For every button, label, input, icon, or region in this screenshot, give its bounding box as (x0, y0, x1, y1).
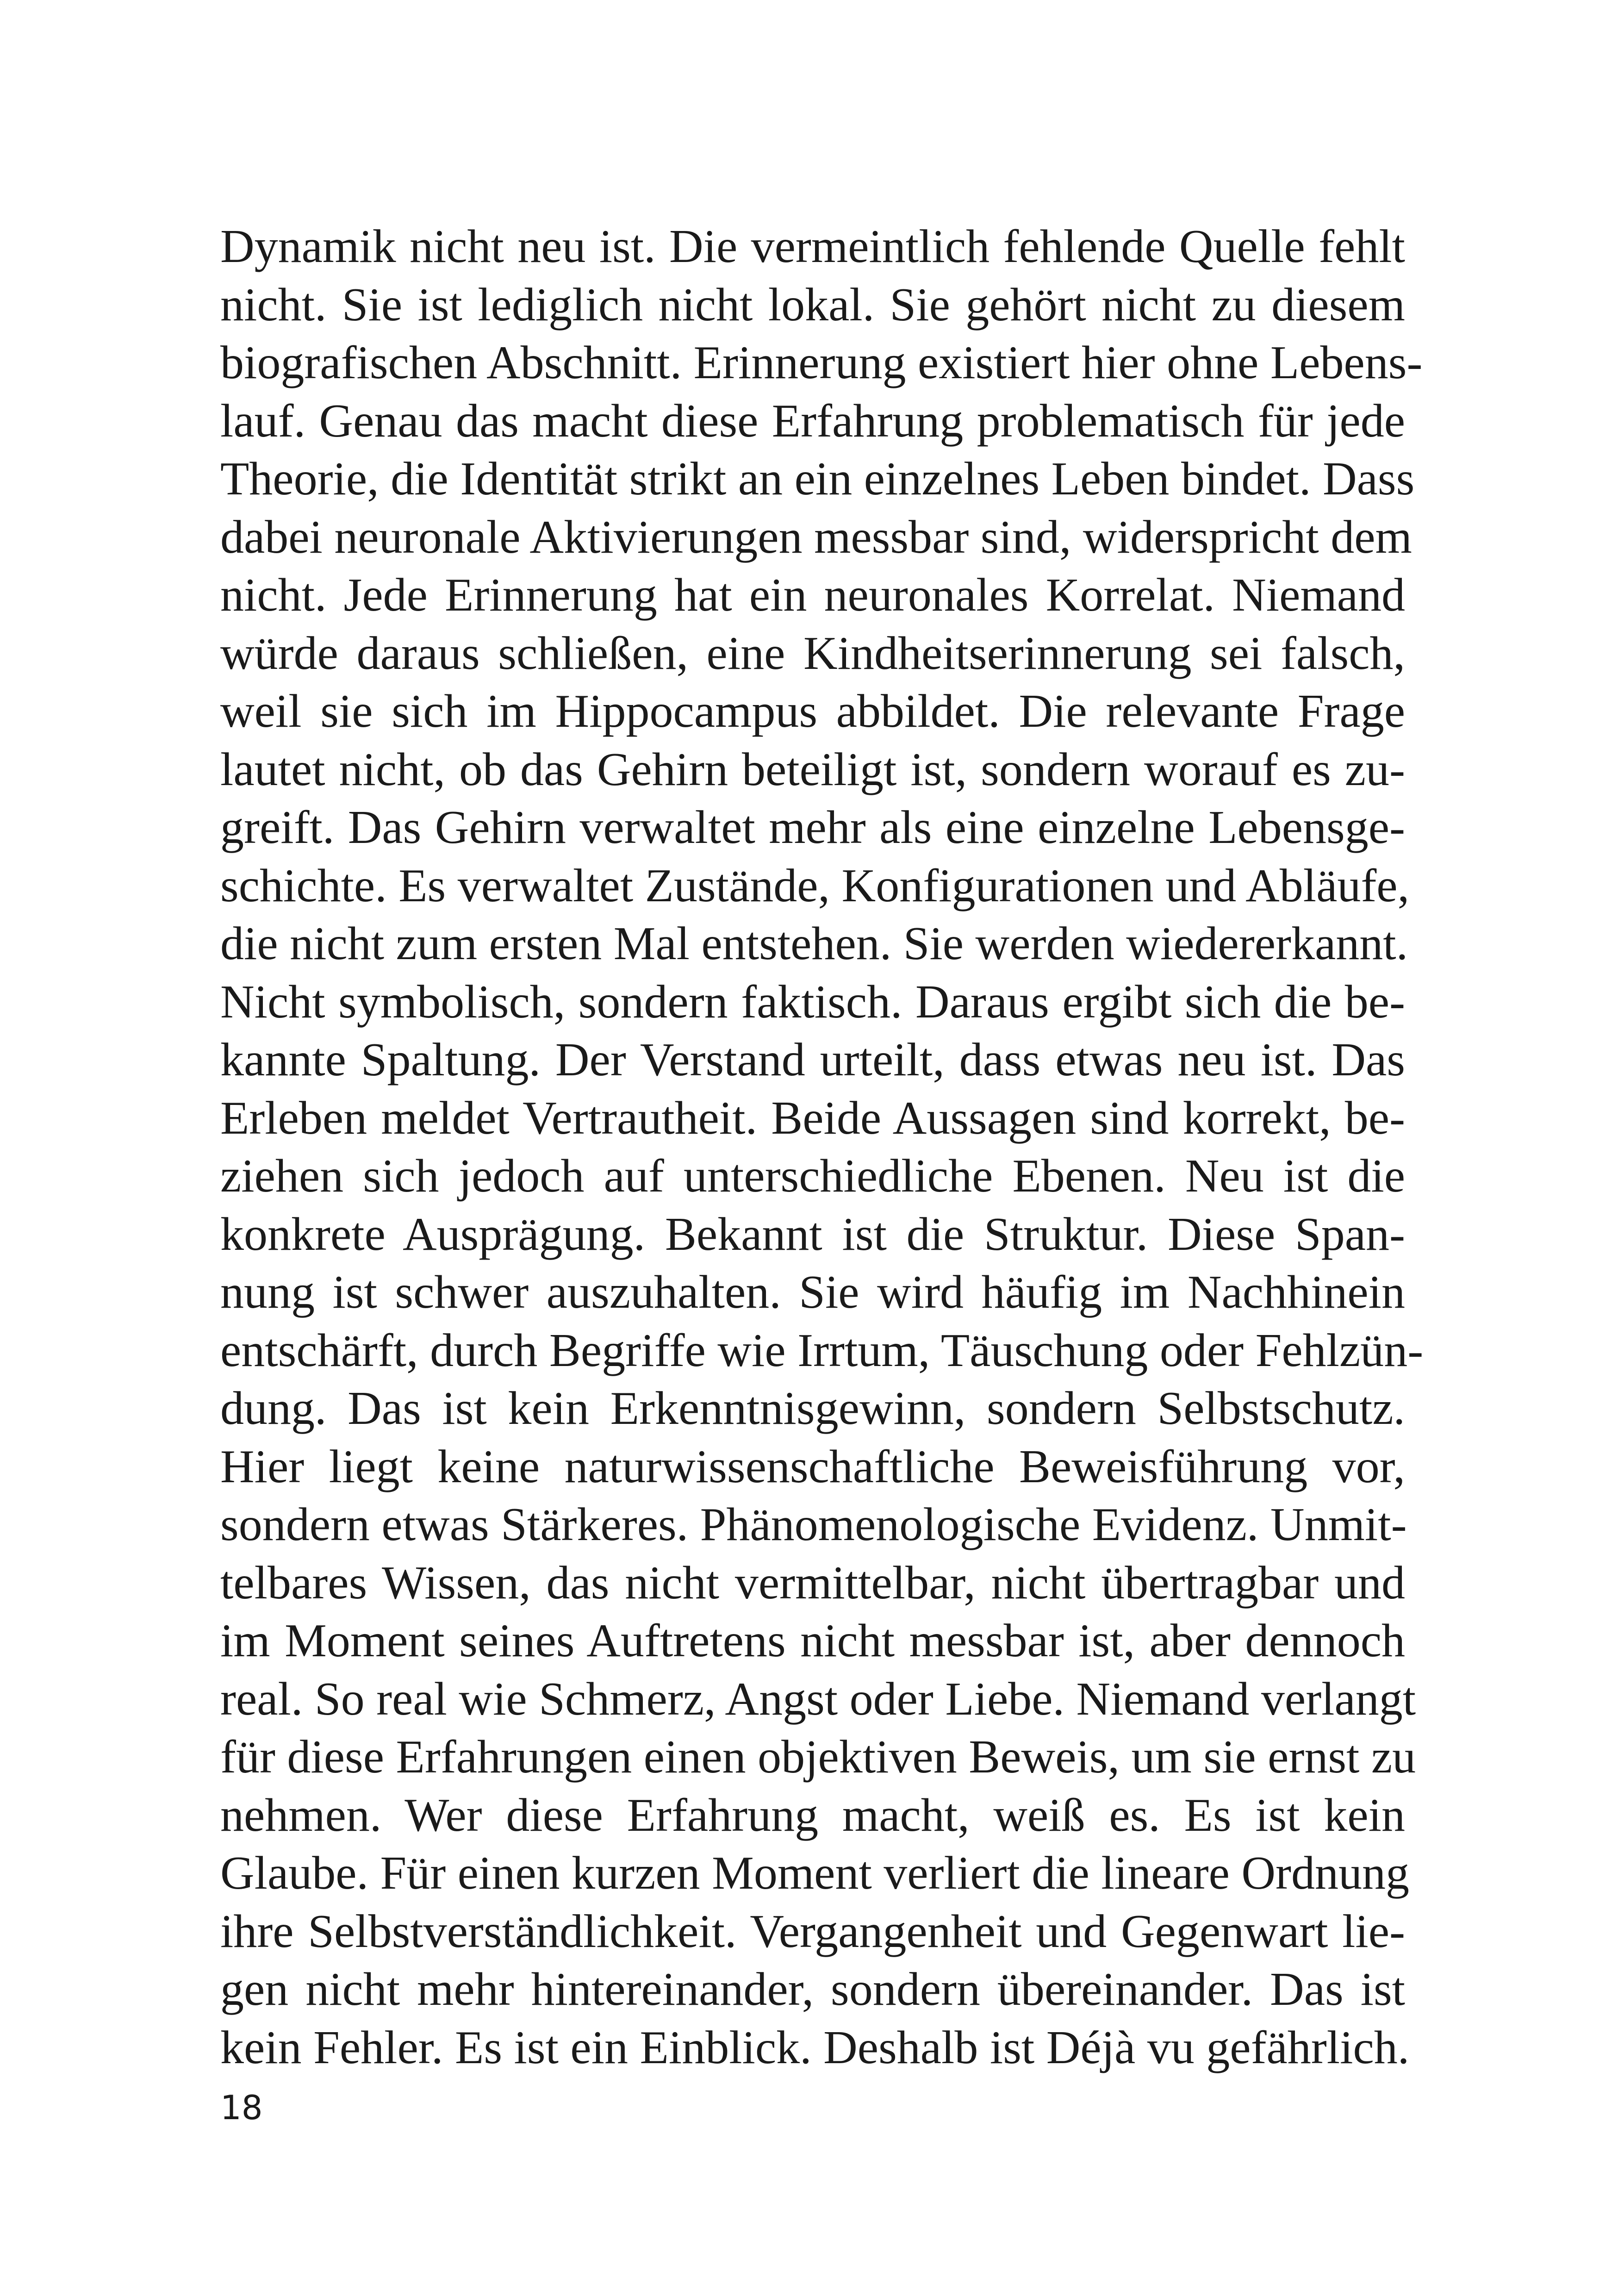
text-line: nung ist schwer auszuhalten. Sie wird häufig im Nachhinein (220, 1266, 1405, 1318)
text-line: nehmen. Wer diese Erfahrung macht, weiß es. Es ist kein (220, 1789, 1405, 1841)
text-line: ihre Selbstverständlichkeit. Vergangenheit und Gegenwart lie- (220, 1905, 1405, 1958)
text-line: Dynamik nicht neu ist. Die vermeintlich fehlende Quelle fehlt (220, 220, 1405, 273)
text-line: im Moment seines Auftretens nicht messbar ist, aber dennoch (220, 1615, 1405, 1667)
text-line: Erleben meldet Vertrautheit. Beide Aussagen sind korrekt, be- (220, 1092, 1405, 1144)
page-number: 18 (220, 2088, 263, 2127)
text-line: würde daraus schließen, eine Kindheitserinnerung sei falsch, (220, 627, 1405, 680)
text-line: Hier liegt keine naturwissenschaftliche Beweisführung vor, (220, 1440, 1405, 1493)
text-line: schichte. Es verwaltet Zustände, Konfigurationen und Abläufe, (220, 859, 1410, 912)
text-line: entschärft, durch Begriffe wie Irrtum, Täuschung oder Fehlzün- (220, 1324, 1424, 1377)
body-text (220, 218, 1424, 2077)
text-line: telbares Wissen, das nicht vermittelbar, nicht übertragbar und (220, 1556, 1405, 1609)
text-line: dung. Das ist kein Erkenntnisgewinn, sondern Selbstschutz. (220, 1382, 1405, 1435)
text-line: die nicht zum ersten Mal entstehen. Sie werden wiedererkannt. (220, 917, 1408, 970)
text-line: kannte Spaltung. Der Verstand urteilt, dass etwas neu ist. Das (220, 1034, 1405, 1086)
text-line: nicht. Jede Erinnerung hat ein neuronales Korrelat. Niemand (220, 569, 1405, 621)
text-line: ziehen sich jedoch auf unterschiedliche Ebenen. Neu ist die (220, 1150, 1405, 1202)
text-line: sondern etwas Stärkeres. Phänomenologische Evidenz. Unmit- (220, 1498, 1407, 1551)
text-line: Theorie, die Identität strikt an ein einzelnes Leben bindet. Dass (220, 453, 1415, 505)
text-line: kein Fehler. Es ist ein Einblick. Deshalb ist Déjà vu gefährlich. (220, 2021, 1410, 2074)
text-line: lautet nicht, ob das Gehirn beteiligt ist, sondern worauf es zu- (220, 743, 1405, 796)
text-line: greift. Das Gehirn verwaltet mehr als eine einzelne Lebensge- (220, 801, 1405, 854)
text-line: konkrete Ausprägung. Bekannt ist die Struktur. Diese Span- (220, 1208, 1405, 1260)
text-line: nicht. Sie ist lediglich nicht lokal. Sie gehört nicht zu diesem (220, 278, 1405, 331)
text-line: real. So real wie Schmerz, Angst oder Liebe. Niemand verlangt (220, 1672, 1416, 1725)
text-line: für diese Erfahrungen einen objektiven Beweis, um sie ernst zu (220, 1731, 1416, 1783)
text-line: lauf. Genau das macht diese Erfahrung problematisch für jede (220, 394, 1405, 447)
text-line: biografischen Abschnitt. Erinnerung existiert hier ohne Lebens- (220, 337, 1423, 389)
text-line: Nicht symbolisch, sondern faktisch. Daraus ergibt sich die be- (220, 975, 1405, 1028)
text-line: weil sie sich im Hippocampus abbildet. Die relevante Frage (220, 685, 1405, 737)
text-line: Glaube. Für einen kurzen Moment verliert die lineare Ordnung (220, 1847, 1409, 1899)
text-line: gen nicht mehr hintereinander, sondern übereinander. Das ist (220, 1963, 1405, 2015)
text-line: dabei neuronale Aktivierungen messbar sind, widerspricht dem (220, 511, 1412, 563)
